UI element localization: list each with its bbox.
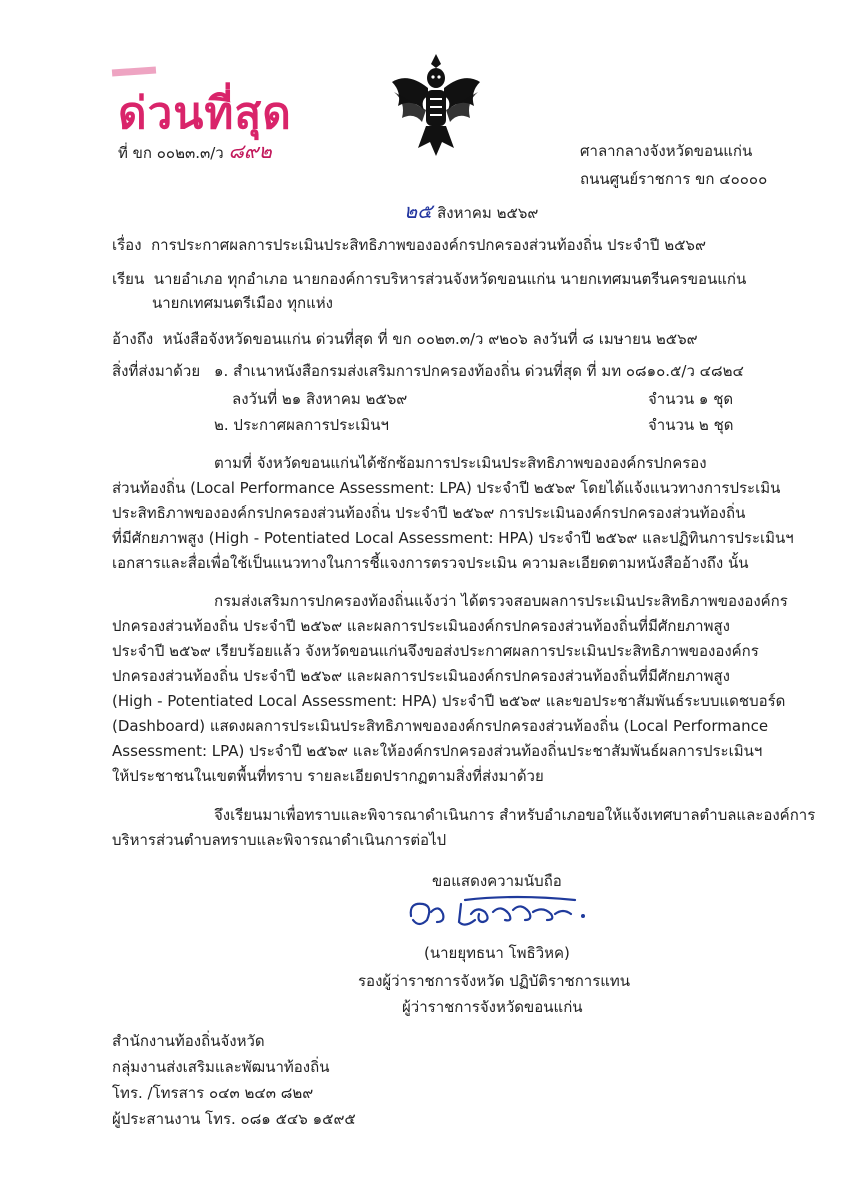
signer-title-line1: รองผู้ว่าราชการจังหวัด ปฏิบัติราชการแทน bbox=[358, 972, 631, 990]
subject-text: การประกาศผลการประเมินประสิทธิภาพขององค์กรปกครองส่วนท้องถิ่น ประจำปี ๒๕๖๙ bbox=[151, 236, 706, 254]
attachments-label: สิ่งที่ส่งมาด้วย bbox=[112, 362, 201, 380]
body-para2-line7: Assessment: LPA) ประจำปี ๒๕๖๙ และให้องค์กรปกครองส่วนท้องถิ่นประชาสัมพันธ์ผลการประเมินฯ bbox=[112, 742, 763, 760]
garuda-emblem-icon bbox=[388, 52, 484, 160]
body-para1-line5: เอกสารและสื่อเพื่อใช้เป็นแนวทางในการชี้แจงการตรวจประเมิน ความละเอียดตามหนังสืออ้างถึง นั้น bbox=[112, 554, 749, 572]
body-para2-line4: ปกครองส่วนท้องถิ่น ประจำปี ๒๕๖๙ และผลการประเมินองค์กรปกครองส่วนท้องถิ่นที่มีศักยภาพสูง bbox=[112, 667, 730, 685]
body-para1-line1: ตามที่ จังหวัดขอนแก่นได้ซักซ้อมการประเมินประสิทธิภาพขององค์กรปกครอง bbox=[214, 454, 707, 472]
reference-label: อ้างถึง bbox=[112, 330, 154, 348]
signature-icon bbox=[405, 892, 595, 936]
letter-date bbox=[404, 200, 538, 224]
attachment-item2: ๒. ประกาศผลการประเมินฯ bbox=[214, 416, 389, 434]
subject-label: เรื่อง bbox=[112, 236, 142, 254]
reference-row bbox=[112, 328, 698, 350]
recipient-line1: นายอำเภอ ทุกอำเภอ นายกองค์การบริหารส่วนจังหวัดขอนแก่น นายกเทศมนตรีนครขอนแก่น bbox=[153, 270, 747, 288]
urgency-stamp: ด่วนที่สุด bbox=[118, 88, 292, 139]
footer-office: สำนักงานท้องถิ่นจังหวัด bbox=[112, 1032, 265, 1050]
date-month-year: สิงหาคม ๒๕๖๙ bbox=[437, 204, 539, 222]
signer-name: (นายยุทธนา โพธิวิหค) bbox=[424, 944, 570, 962]
body-para3-line1: จึงเรียนมาเพื่อทราบและพิจารณาดำเนินการ สำหรับอำเภอขอให้แจ้งเทศบาลตำบลและองค์การ bbox=[214, 806, 816, 824]
doc-number-hand: ๘๙๒ bbox=[228, 139, 272, 163]
body-para1-line4: ที่มีศักยภาพสูง (High - Potentiated Local Assessment: HPA) ประจำปี ๒๕๖๙ และปฏิทินการประเมินฯ bbox=[112, 529, 794, 547]
recipient-label: เรียน bbox=[112, 270, 145, 288]
signer-title-line2: ผู้ว่าราชการจังหวัดขอนแก่น bbox=[402, 998, 583, 1016]
doc-number bbox=[118, 140, 272, 164]
body-para2-line8: ให้ประชาชนในเขตพื้นที่ทราบ รายละเอียดปรากฏตามสิ่งที่ส่งมาด้วย bbox=[112, 767, 544, 785]
office-address-line2: ถนนศูนย์ราชการ ขก ๔๐๐๐๐ bbox=[580, 170, 768, 188]
body-para2-line1: กรมส่งเสริมการปกครองท้องถิ่นแจ้งว่า ได้ตรวจสอบผลการประเมินประสิทธิภาพขององค์กร bbox=[214, 592, 788, 610]
footer-phone-fax: โทร. /โทรสาร ๐๔๓ ๒๔๓ ๘๒๙ bbox=[112, 1084, 314, 1102]
body-para2-line6: (Dashboard) แสดงผลการประเมินประสิทธิภาพขององค์กรปกครองส่วนท้องถิ่น (Local Performance bbox=[112, 717, 769, 735]
body-para2-line3: ประจำปี ๒๕๖๙ เรียบร้อยแล้ว จังหวัดขอนแก่นจึงขอส่งประกาศผลการประเมินประสิทธิภาพขององค์กร bbox=[112, 642, 759, 660]
doc-number-prefix: ที่ ขก ๐๐๒๓.๓/ว bbox=[118, 144, 224, 162]
body-para3-line2: บริหารส่วนตำบลทราบและพิจารณาดำเนินการต่อไป bbox=[112, 831, 447, 849]
attachment-item2-qty: จำนวน ๒ ชุด bbox=[648, 416, 734, 434]
recipient-line2: นายกเทศมนตรีเมือง ทุกแห่ง bbox=[152, 294, 333, 312]
footer-coordinator: ผู้ประสานงาน โทร. ๐๘๑ ๕๔๖ ๑๕๙๕ bbox=[112, 1110, 356, 1128]
office-address-line1: ศาลากลางจังหวัดขอนแก่น bbox=[580, 142, 753, 160]
attachment-item1-line1: ๑. สำเนาหนังสือกรมส่งเสริมการปกครองท้องถิ่น ด่วนที่สุด ที่ มท ๐๘๑๐.๕/ว ๔๘๒๔ bbox=[214, 362, 744, 380]
body-para1-line2: ส่วนท้องถิ่น (Local Performance Assessment: LPA) ประจำปี ๒๕๖๙ โดยได้แจ้งแนวทางการประเมิน bbox=[112, 479, 781, 497]
reference-text: หนังสือจังหวัดขอนแก่น ด่วนที่สุด ที่ ขก ๐๐๒๓.๓/ว ๙๒๐๖ ลงวันที่ ๘ เมษายน ๒๕๖๙ bbox=[162, 330, 698, 348]
attachment-item1-line2: ลงวันที่ ๒๑ สิงหาคม ๒๕๖๙ bbox=[232, 390, 408, 408]
attachment-item1-qty: จำนวน ๑ ชุด bbox=[648, 390, 734, 408]
body-para1-line3: ประสิทธิภาพขององค์กรปกครองส่วนท้องถิ่น ประจำปี ๒๕๖๙ การประเมินองค์กรปกครองส่วนท้องถิ่น bbox=[112, 504, 746, 522]
subject-row bbox=[112, 234, 706, 256]
closing-regards: ขอแสดงความนับถือ bbox=[432, 872, 562, 890]
body-para2-line2: ปกครองส่วนท้องถิ่น ประจำปี ๒๕๖๙ และผลการประเมินองค์กรปกครองส่วนท้องถิ่นที่มีศักยภาพสูง bbox=[112, 617, 730, 635]
date-day-hand: ๒๕ bbox=[404, 199, 433, 223]
stamp-mark bbox=[112, 66, 156, 76]
footer-division: กลุ่มงานส่งเสริมและพัฒนาท้องถิ่น bbox=[112, 1058, 330, 1076]
recipient-row bbox=[112, 268, 746, 290]
body-para2-line5: (High - Potentiated Local Assessment: HPA) ประจำปี ๒๕๖๙ และขอประชาสัมพันธ์ระบบแดชบอร์ด bbox=[112, 692, 786, 710]
